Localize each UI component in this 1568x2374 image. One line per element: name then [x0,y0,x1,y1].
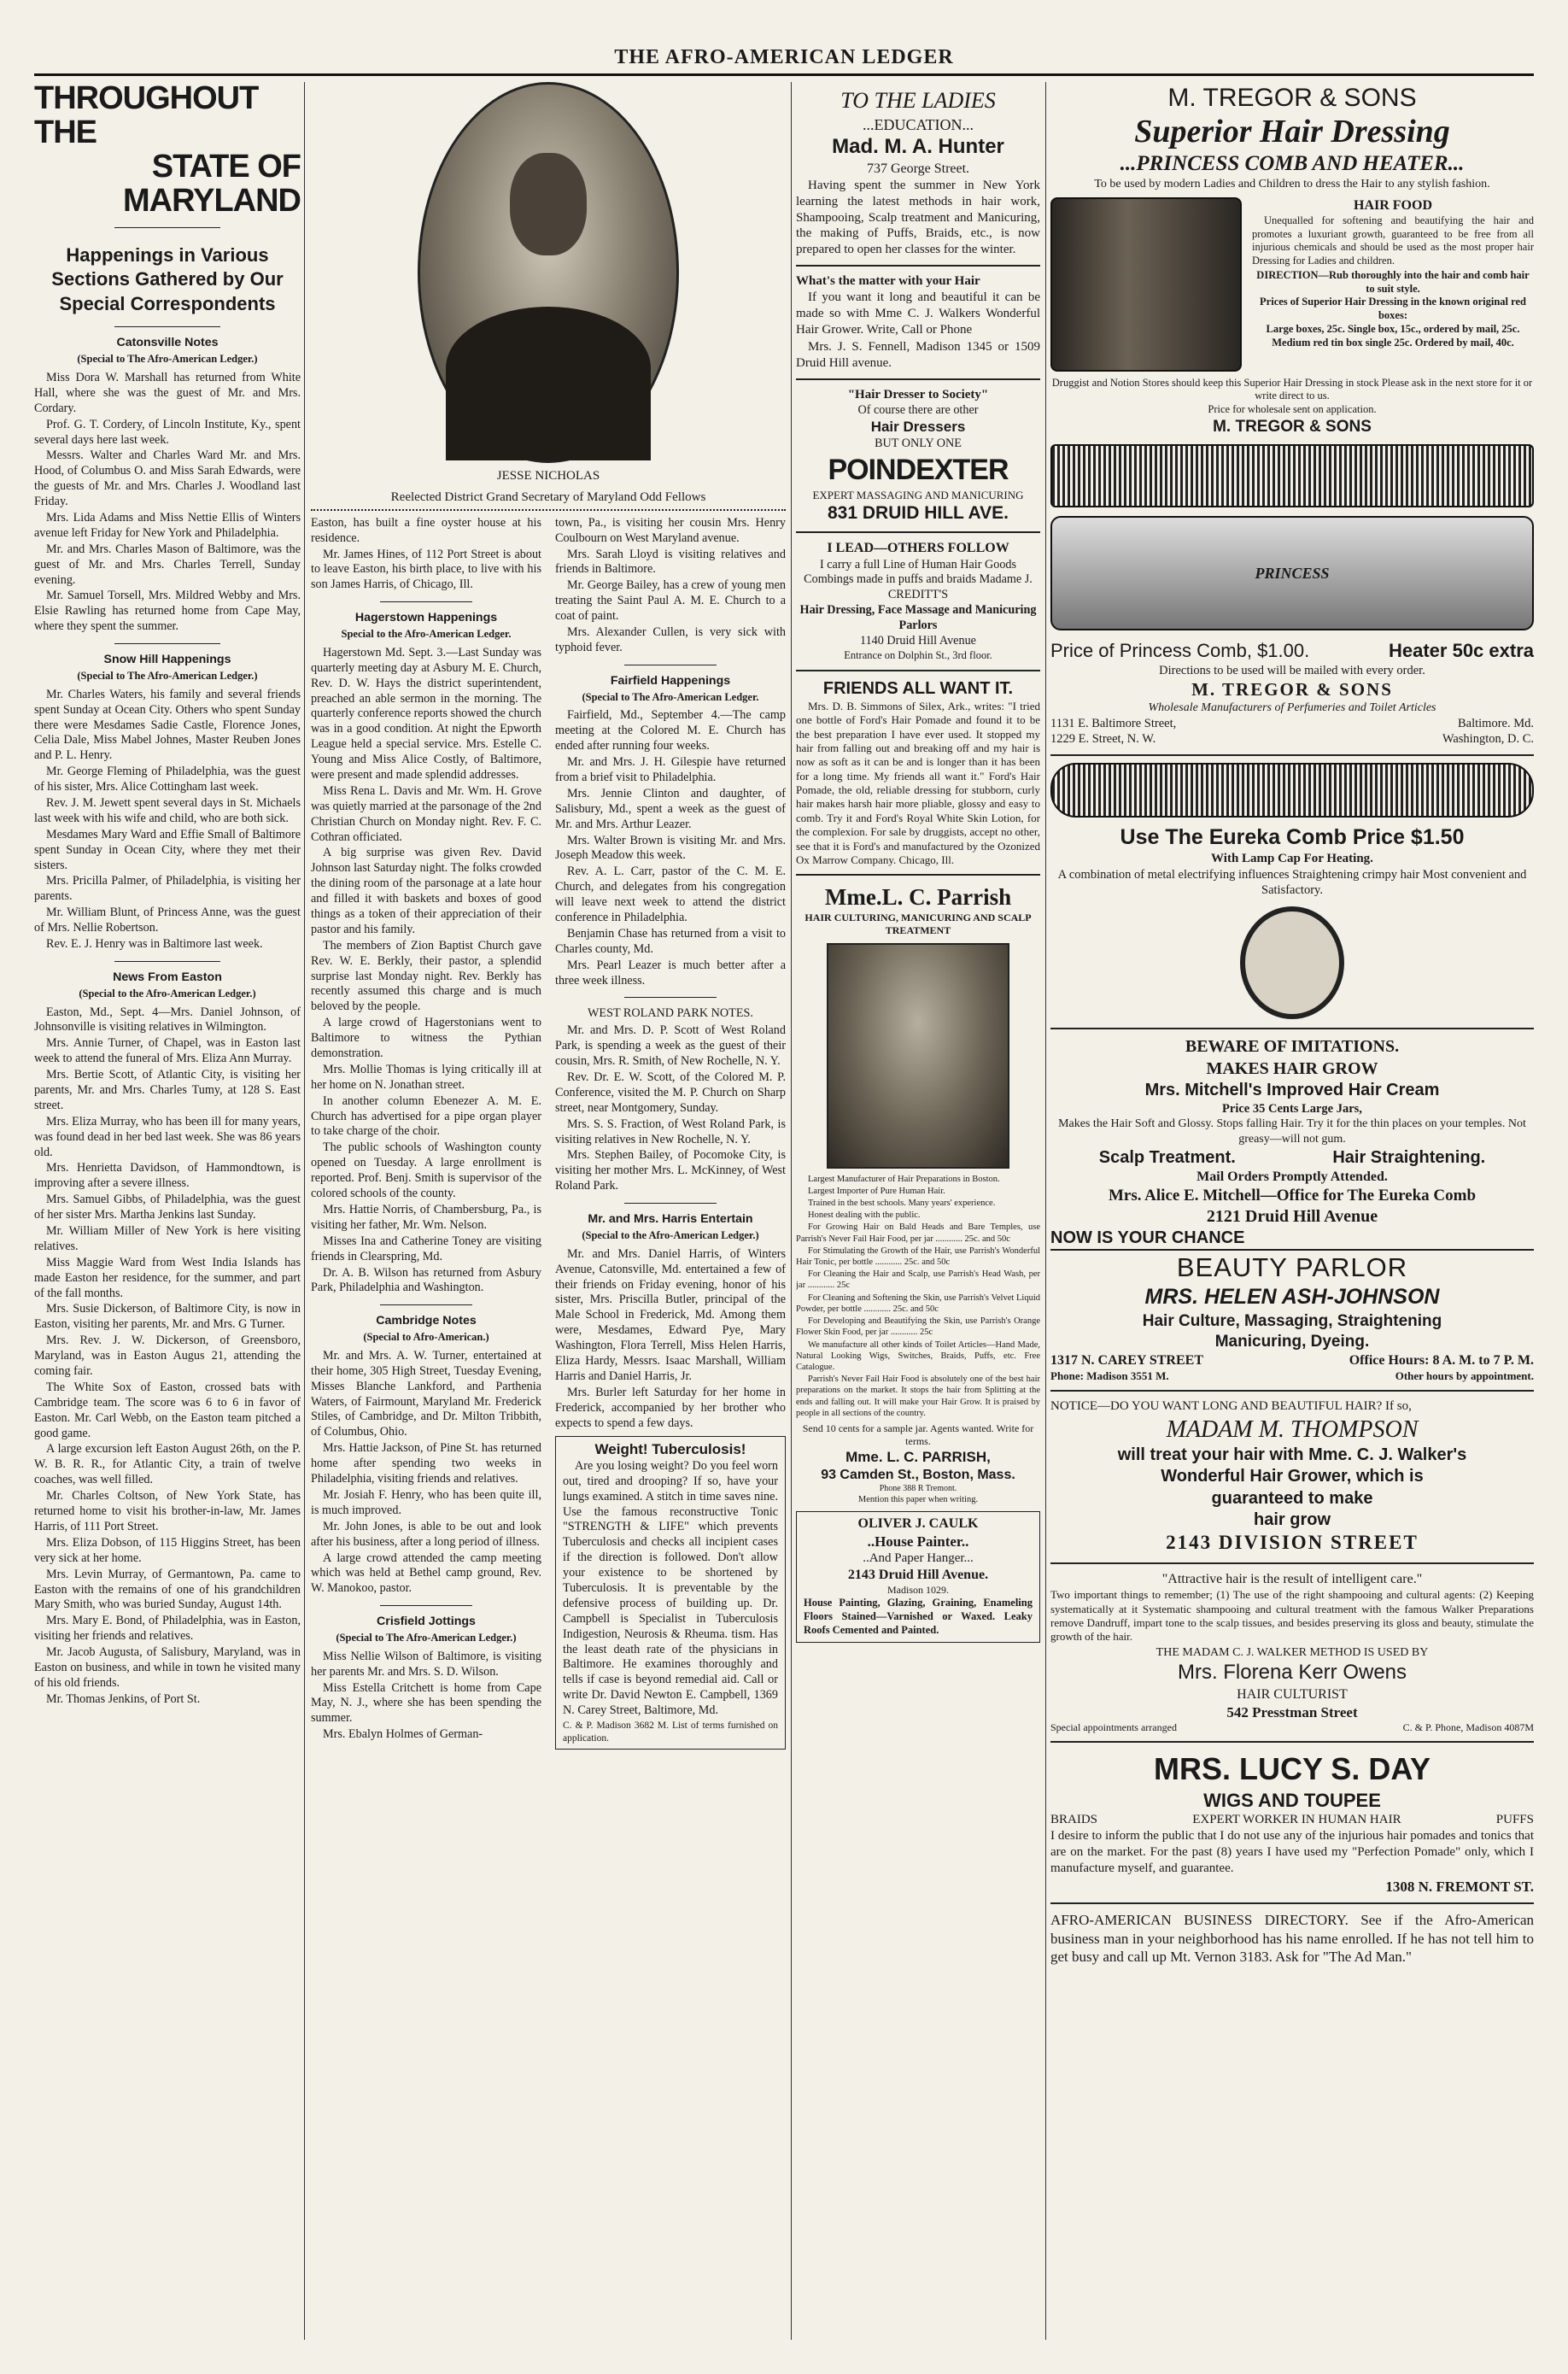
ad-line: Largest Importer of Pure Human Hair. [808,1186,945,1196]
article-paragraph: Mrs. Mollie Thomas is lying critically ill at her home on N. Jonathan street. [311,1062,541,1092]
ad-title: MAKES HAIR GROW [1206,1058,1378,1078]
ad-subtitle: ...EDUCATION... [863,115,974,133]
ad-service: Hair Straightening. [1332,1147,1486,1167]
portrait-jesse-nicholas [418,82,679,463]
eureka-comb-image [1050,763,1534,818]
article-paragraph: Mr. Jacob Augusta, of Salisbury, Maryland, was in Easton on business, and while in town he visited many of his old friends. [34,1645,301,1690]
ad-phone: Phone: Madison 3551 M. [1050,1369,1169,1382]
ad-address: 1140 Druid Hill Avenue [860,633,976,648]
article-paragraph: Mr. and Mrs. Charles Mason of Baltimore, was the guest of Mr. and Mrs. Charles Terrell, Sunday evening. [34,542,301,587]
ad-name: M. TREGOR & SONS [1167,84,1417,112]
ad-line: Other hours by appointment. [1395,1369,1534,1382]
ad-line: hair grow [1253,1509,1331,1529]
column-state-news [34,82,301,2340]
article-paragraph: Mrs. Lida Adams and Miss Nettie Ellis of Winters avenue left Friday for New York and Philadelphia. [34,511,301,540]
ad-address: 1229 E. Street, N. W. [1050,732,1156,747]
article-paragraph: Mrs. Hattie Norris, of Chambersburg, Pa., is visiting her father, Mr. Wm. Nelson. [311,1202,541,1232]
article-paragraph: Mr. and Mrs. A. W. Turner, entertained at their home, 305 High Street, Tuesday Evening, Misses Blanche Lankford, and Parthenia Waters, of Fairmount, Maryland Mr. Frederick Stiles, of Cambridge, and Dr. Milton Tribbith, of Columbus, Ohio. [311,1348,541,1439]
article-paragraph: Rev. Dr. E. W. Scott, of the Colored M. P. Conference, visited the M. P. Church on Sharp street, near Montgomery, Sunday. [555,1070,786,1115]
ad-name: MRS. HELEN ASH-JOHNSON [1144,1285,1440,1310]
ad-ford-pomade [796,678,1040,868]
article-paragraph: Rev. J. M. Jewett spent several days in St. Michaels last week with his wife and child, who are both sick. [34,796,301,825]
ad-address: 93 Camden St., Boston, Mass. [821,1467,1015,1482]
article-paragraph: A large crowd of Hagerstonians went to Baltimore to witness the Pythian demonstration. [311,1016,541,1061]
article-paragraph: Rev. A. L. Carr, pastor of the C. M. E. Church, and delegates from his congregation will leave next week to attend the district conference in Philadelphia. [555,865,786,925]
ad-line: Trained in the best schools. Many years' experience. [808,1198,996,1208]
ad-footer: Entrance on Dolphin St., 3rd floor. [844,648,992,661]
article-paragraph: Miss Estella Critchett is home from Cape May, N. J., where she has been spending the summer. [311,1680,541,1726]
ad-line: Wonderful Hair Grower, which is [1161,1467,1424,1486]
ad-phone: Madison 1029. [887,1584,949,1597]
column-rule [791,82,792,2340]
article-paragraph: Mr. Samuel Torsell, Mrs. Mildred Webby and Mrs. Elsie Rawling has returned home from Cape May, where they spent the summer. [34,589,301,634]
article-paragraph: Mr. William Miller of New York is here visiting relatives. [34,1224,301,1253]
ad-tuberculosis [555,1436,786,1750]
article-paragraph: Mrs. Burler left Saturday for her home in Frederick, accompanied by her brother who expects to spend a few days. [555,1385,786,1430]
article-paragraph: The public schools of Washington county opened on Tuesday. A large enrollment is reported. Prof. Benj. Smith is supervisor of the colored schools of the county. [311,1140,541,1201]
article-paragraph: Mr. Charles Waters, his family and several friends spent Sunday at Ocean City. Others who spent Sunday there were Mesdames Sadie Castle, Florence Jones, Celia Dale, Miss Mabel Johnes, Master Reuben Jones and P. L. Henry. [34,687,301,763]
ad-line: We manufacture all other kinds of Toilet Articles—Hand Made, Natural Looking Wigs, Switches, Braids, Puffs, etc. Free Catalogue. [796,1339,1040,1373]
ad-creditt [796,540,1040,662]
column-ads-1 [796,82,1040,2340]
ad-line: Largest Manufacturer of Hair Preparations in Boston. [808,1174,1000,1184]
column-rule [1045,82,1046,2340]
article-paragraph: Messrs. Walter and Charles Ward Mr. and Mrs. Hood, of Columbus O. and Miss Sarah Edwards, were the guests of Mr. and Mrs. Charles J. Woodland last Friday. [34,448,301,509]
ad-address: 1317 N. CAREY STREET [1050,1352,1203,1368]
article-paragraph: Mrs. Rev. J. W. Dickerson, of Greensboro, Maryland, was in Easton Augus 21, attending the coming fair. [34,1334,301,1379]
ad-address: 1308 N. FREMONT ST. [1385,1878,1534,1895]
article-subheading: (Special to The Afro-American Ledger. [582,690,759,703]
ad-text: Mrs. D. B. Simmons of Silex, Ark., writes: "I tried one bottle of Ford's Hair Pomade and found it to be the best preparation I have ever used. It stopped my hair from falling out and breaking off and my hair is now as soft as it can be and is longer than it has been for a long time. My friends all want it." Ford's Hair Pomade, the old, reliable dressing for stubborn, curly hair makes harsh hair more pliable, glossy and easy to comb. Try it and Ford's Royal White Skin Lotion, for the complexion. For sale by druggists, accept no other, see that it is Ford's and manufactured by the Ozonized Ox Marrow Company. Chicago, Ill. [796,699,1040,866]
ad-text: House Painting, Glazing, Graining, Enameling Floors Stained—Varnished or Waxed. Leaky Roofs Cemented and Painted. [804,1597,1033,1636]
ad-text: Makes the Hair Soft and Glossy. Stops falling Hair. Try it for the thin places on your temples. Not greasy—will not gum. [1058,1117,1526,1146]
article-paragraph: Mrs. Pricilla Palmer, of Philadelphia, is visiting her parents. [34,874,301,904]
ad-price: Large boxes, 25c. Single box, 15c., ordered by mail, 25c. [1266,322,1520,335]
portrait-caption-name: JESSE NICHOLAS [496,469,600,483]
article-heading: News From Easton [113,970,222,984]
article-paragraph: Miss Dora W. Marshall has returned from White Hall, where she was the guest of Mr. and Mrs. Cordary. [34,370,301,415]
article-paragraph: Mrs. Walter Brown is visiting Mr. and Mrs. Joseph Meadow this week. [555,833,786,863]
article-paragraph: Mesdames Mary Ward and Effie Small of Baltimore spent Sunday in Ocean City, where they met their sisters. [34,827,301,872]
article-subheading: (Special to The Afro-American Ledger.) [77,353,258,366]
ad-line: Druggist and Notion Stores should keep this Superior Hair Dressing in stock Please ask in the next store for it or write direct to us. [1051,376,1533,402]
ad-name: MADAM M. THOMPSON [1166,1416,1419,1443]
article-paragraph: Mrs. Annie Turner, of Chapel, was in Easton last week to attend the funeral of Mrs. Eliza Ann Murray. [34,1036,301,1066]
ad-address: 2121 Druid Hill Avenue [1206,1206,1378,1226]
portrait-face [510,153,587,255]
ad-line: Mention this paper when writing. [857,1495,979,1505]
ad-hours: Office Hours: 8 A. M. to 7 P. M. [1349,1352,1534,1368]
article-paragraph: Mrs. Bertie Scott, of Atlantic City, is visiting her parents, Mr. and Mrs. Charles Tumy, at 128 S. East street. [34,1068,301,1112]
ad-name: M. TREGOR & SONS [1213,417,1372,436]
article-heading: Mr. and Mrs. Harris Entertain [588,1212,753,1227]
ad-line: Hair Culture, Massaging, Straightening [1142,1311,1442,1330]
ad-title: Superior Hair Dressing [1134,113,1450,149]
article-paragraph: Mrs. Pearl Leazer is much better after a three week illness. [555,958,786,988]
hair-dressing-tin [1050,197,1242,372]
ad-service: BRAIDS [1050,1813,1098,1827]
article-paragraph: Mrs. Hattie Jackson, of Pine St. has returned home after spending two weeks in Philadelphia, visiting friends and relatives. [311,1441,541,1486]
ad-line: For Stimulating the Growth of the Hair, use Parrish's Wonderful Hair Tonic, per bottle ............ 25c. and 50c [796,1246,1040,1268]
ad-title: BEAUTY PARLOR [1176,1252,1408,1283]
ad-city: Washington, D. C. [1442,732,1534,747]
ad-address: 2143 DIVISION STREET [1166,1532,1419,1554]
ad-address: 1131 E. Baltimore Street, [1050,716,1177,730]
ad-text: I desire to inform the public that I do not use any of the injurious hair pomades and tonics that are on the market. For the past (8) years I have used my "Perfection Pomade" only, which I manufacture myself, and guarantee. [1050,1829,1534,1875]
article-paragraph: Mr. Charles Coltson, of New York State, has returned home to visit his brother-in-law, Mr. James Harris, of 111 Port Street. [34,1489,301,1533]
ad-line: Hair Dressing, Face Massage and Manicuring Parlors [799,603,1037,633]
ad-subtitle: ...PRINCESS COMB AND HEATER... [1120,151,1465,175]
column-2-left [311,516,541,1755]
article-paragraph: Mr. John Jones, is able to be out and look after his business, after a long period of illness. [311,1519,541,1549]
ad-footer: C. & P. Madison 3682 M. List of terms furnished on application. [563,1720,778,1744]
article-paragraph: Mrs. Mary E. Bond, of Philadelphia, was in Easton, visiting her friends and relatives. [34,1614,301,1644]
article-heading: Snow Hill Happenings [103,653,231,667]
ad-title: Use The Eureka Comb Price $1.50 [1120,824,1465,849]
article-paragraph: Mr. William Blunt, of Princess Anne, was the guest of Mrs. Nellie Robertson. [34,906,301,935]
ad-name: Mrs. Florena Kerr Owens [1177,1661,1407,1685]
princess-comb-image [1050,444,1534,507]
article-paragraph: Mr. and Mrs. D. P. Scott of West Roland Park, is spending a week as the guest of their cousin, Mrs. R. Smith, of New Rochelle, N. Y. [555,1023,786,1069]
ad-title: What's the matter with your Hair [796,274,980,289]
heater-label: PRINCESS [1255,564,1330,582]
section-lede: Happenings in Various Sections Gathered by Our Special Correspondents [51,243,284,314]
article-subheading: Special to the Afro-American Ledger. [341,628,512,641]
ad-line: guaranteed to make [1211,1488,1373,1508]
article-paragraph: Miss Maggie Ward from West India Islands has made Easton her residence, for the summer, and part of the fall months. [34,1255,301,1300]
ad-text: Are you losing weight? Do you feel worn out, tired and drooping? If so, have your lungs examined. A stitch in time saves nine. Use the famous reconstructive Tonic "STRENGTH & LIFE" which prevents Tuberculosis and checks all incipient cases if the direction is followed. Don't allow your existence to be shortened by Tuberculosis. It is preventable by the defensive process of building up. Dr. Campbell is Specialist in Tuberculosis Indigestion, Neurosis & Rheuma. tism. Has the least death rate of the physicians in Baltimore. He examines thoroughly and tells if case is beyond remedial aid. Call or write Dr. David Newton E. Campbell, 1369 N. Carey Street, Baltimore, Md. [563,1458,778,1718]
ad-text: Unequalled for softening and beautifying the hair and promotes a luxuriant growth, guaranteed to be free from all injurious chemicals and should be used as the most proper hair Dressing for Ladies and children. [1252,214,1534,267]
ad-address: 831 DRUID HILL AVE. [828,502,1009,523]
article-paragraph: Dr. A. B. Wilson has returned from Asbury Park, Philadelphia and Washington. [311,1265,541,1295]
ad-service: PUFFS [1495,1813,1534,1827]
article-paragraph: Mr. George Fleming of Philadelphia, was the guest of his sister, Mrs. Alice Cottingham last week. [34,765,301,794]
article-paragraph: Mrs. Ebalyn Holmes of German- [323,1727,483,1742]
ad-price: Medium red tin box single 25c. Ordered by mail, 40c. [1272,336,1514,349]
ad-title: FRIENDS ALL WANT IT. [822,678,1014,698]
article-heading: Fairfield Happenings [610,673,731,688]
article-subheading: (Special to the Afro-American Ledger.) [79,987,256,999]
article-paragraph: The members of Zion Baptist Church gave Rev. W. E. Berkly, their pastor, a splendid surprise last Monday night. Rev. Berkly has recently assumed this charge and is much beloved by the people. [311,938,541,1014]
ad-text: Having spent the summer in New York learning the latest methods in hair work, Shampooing, Scalp treatment and Manicuring, the making of Puffs, Braids, etc., is now prepared to open her classes for the winter. [796,178,1040,257]
ad-price: Price of Princess Comb, $1.00. [1050,639,1310,661]
ad-heading: HAIR FOOD [1354,197,1432,213]
ad-line: Hair Dressers [870,419,966,436]
ad-line: BUT ONLY ONE [875,436,962,450]
ad-line: Special appointments arranged [1050,1721,1177,1734]
ad-line: Mrs. Alice E. Mitchell—Office for The Eureka Comb [1108,1186,1477,1205]
ad-address: 737 George Street. [866,161,970,176]
ad-line: Prices of Superior Hair Dressing in the known original red boxes: [1260,296,1526,322]
masthead-title: THE AFRO-AMERICAN LEDGER [614,46,954,68]
ad-phone: Phone 388 R Tremont. [879,1483,957,1493]
ad-line: With Lamp Cap For Heating. [1211,852,1373,865]
column-ads-2 [1050,82,1534,2340]
column-rule [304,82,305,2340]
ad-line: THE MADAM C. J. WALKER METHOD IS USED BY [1156,1645,1429,1659]
ad-phone: C. & P. Phone, Madison 4087M [1402,1721,1534,1734]
ad-line: Manicuring, Dyeing. [1214,1332,1370,1351]
article-paragraph: Hagerstown Md. Sept. 3.—Last Sunday was quarterly meeting day at Asbury M. E. Church, Rev. D. W. Hays the district superintendent, preached an able sermon in the morning. The quarterly conference reports showed the church was in a good condition. At night the Epworth League held a special service. Mrs. Estelle C. Young and Miss Alice Costly, of Baltimore, were present and made splendid addresses. [311,645,541,782]
article-paragraph: Mr. and Mrs. Daniel Harris, of Winters Avenue, Catonsville, Md. entertained a few of their friends on Friday evening, honor of his sister, Mrs. Priscilla Butler, principal of the Male School in Frederick, Md. Among them were, Mesdames, Edward Pye, Mary Washington, Flora Terrell, Miss Helen Harris, Eliza Hardy, Messrs. Isaac Marshall, William Harris and Daniel Harris, Jr. [555,1246,786,1383]
ad-line: For Developing and Beautifying the Skin, use Parrish's Orange Flower Skin Food, per jar ............ 25c [796,1316,1040,1338]
ad-line: For Cleaning and Softening the Skin, use Parrish's Velvet Liquid Powder, per bottle ............ 25c. and 50c [796,1293,1040,1314]
ad-name: POINDEXTER [828,453,1009,486]
article-paragraph: Rev. E. J. Henry was in Baltimore last week. [46,937,263,952]
article-paragraph: Mrs. Sarah Lloyd is visiting relatives and friends in Baltimore. [555,547,786,577]
ad-line: Mail Orders Promptly Attended. [1196,1169,1388,1184]
article-paragraph: Miss Rena L. Davis and Mr. Wm. H. Grove was quietly married at the parsonage of the 2nd Christian Church on Monday night. Rev. F. C. Cothran officiated. [311,783,541,844]
article-paragraph: Mrs. Samuel Gibbs, of Philadelphia, was the guest of her sister Mrs. Martha Jenkins last Sunday. [34,1193,301,1222]
ad-line: ..House Painter.. [867,1533,969,1550]
article-paragraph: Mr. and Mrs. J. H. Gilespie have returned from a brief visit to Philadelphia. [555,755,786,784]
article-paragraph: Mr. George Bailey, has a crew of young men treating the Saint Paul A. M. E. Church to a coat of paint. [555,578,786,624]
ad-address: 2143 Druid Hill Avenue. [847,1568,989,1583]
article-paragraph: Mrs. Susie Dickerson, of Baltimore City, is now in Easton, visiting her parents, Mr. and Mrs. G Turner. [34,1302,301,1332]
article-paragraph: The White Sox of Easton, crossed bats with Cambridge team. The score was 6 to 6 in favor of Easton. Mr. Carl Webb, on the Easton team pitched a good game. [34,1380,301,1440]
ad-text: AFRO-AMERICAN BUSINESS DIRECTORY. See if the Afro-American business man in your neighborhood has his name enrolled. If he has not tell him to get busy and call up Mt. Vernon 3183. Ask for "The Ad Man." [1050,1912,1534,1966]
ad-line: will treat your hair with Mme. C. J. Walker's [1117,1445,1467,1465]
article-paragraph: Easton, has built a fine oyster house at his residence. [311,515,541,545]
article-heading: Catonsville Notes [116,336,219,350]
ad-fennell [796,273,1040,371]
ad-title: "Attractive hair is the result of intelligent care." [1161,1571,1423,1586]
ad-text: A combination of metal electrifying influences Straightening crimpy hair Most convenient and Satisfactory. [1057,867,1527,898]
ad-text: I carry a full Line of Human Hair Goods Combings made in puffs and braids Madame J. CREDITT'S [804,557,1033,602]
section-title-line1: THROUGHOUT THE [34,82,259,150]
ad-line: Honest dealing with the public. [808,1210,921,1221]
ad-text: Two important things to remember; (1) The use of the right shampooing and cultural agents: (2) Keeping systematically at it Systematic shampooing and cultural treatment with the famous Walker Preparations remove Dandruff, impart tone to the scalp tissues, and besides preserving its gloss and beauty, stimulate the growth of the hair. [1050,1588,1534,1644]
ad-name: Mme. L. C. PARRISH, [845,1449,991,1466]
article-paragraph: Easton, Md., Sept. 4—Mrs. Daniel Johnson, of Johnsonville is visiting relatives in Wilmington. [34,1005,301,1035]
article-heading: WEST ROLAND PARK NOTES. [588,1006,753,1021]
article-paragraph: In another column Ebenezer A. M. E. Church has advertised for a pipe organ player to take charge of the choir. [311,1093,541,1139]
article-paragraph: Mrs. Stephen Bailey, of Pocomoke City, is visiting her mother Mrs. L. McKinney, of West Roland Park. [555,1148,786,1193]
ad-line: NOW IS YOUR CHANCE [1050,1228,1534,1251]
ad-line: Wholesale Manufacturers of Perfumeries and Toilet Articles [1148,701,1436,715]
article-paragraph: A large crowd attended the camp meeting which was held at Bethel camp ground, Rev. W. Manokoo, pastor. [311,1550,541,1596]
article-paragraph: A large excursion left Easton August 26th, on the P. W. B. R. R., for Atlantic City, a train of twelve coaches, was well filled. [34,1442,301,1487]
article-subheading: (Special to the Afro-American Ledger.) [582,1229,759,1242]
ad-line: Parrish's Never Fail Hair Food is absolutely one of the best hair preparations on the market. It stops the hair from Splitting at the ends and falling out. It will make your Hair Grow. It is praised by people in all sections of the country. [796,1375,1040,1418]
ad-name: MRS. LUCY S. DAY [1153,1751,1431,1787]
ad-name: OLIVER J. CAULK [857,1515,979,1531]
portrait-caption-title: Reelected District Grand Secretary of Maryland Odd Fellows [390,489,706,504]
article-paragraph: Mr. Josiah F. Henry, who has been quite ill, is much improved. [311,1487,541,1517]
ad-name: Mad. M. A. Hunter [832,135,1004,159]
portrait-suit [446,307,651,460]
ad-service: Scalp Treatment. [1098,1147,1236,1167]
ad-line: Of course there are other [857,402,979,417]
article-heading: Cambridge Notes [376,1314,477,1328]
princess-heater-image [1050,516,1534,630]
ad-parrish [796,882,1040,1505]
ad-title: I LEAD—OTHERS FOLLOW [827,541,1009,556]
ad-title: TO THE LADIES [840,88,996,113]
ad-title: Mrs. Mitchell's Improved Hair Cream [1144,1080,1440,1099]
ad-line: EXPERT MASSAGING AND MANICURING [812,488,1024,501]
column-2-right [555,516,786,1755]
ad-line: DIRECTION—Rub thoroughly into the hair and comb hair to suit style. [1256,268,1530,295]
ad-price: Heater 50c extra [1388,639,1534,661]
ad-line: HAIR CULTURIST [1237,1686,1348,1702]
article-paragraph: Mrs. Jennie Clinton and daughter, of Salisbury, Md., spent a week as the guest of Mr. and Mrs. Arthur Leazer. [555,786,786,831]
article-paragraph: Mrs. Levin Murray, of Germantown, Pa. came to Easton with the remains of one of his grandchildren Mary Smith, who was buried Sunday, August 14th. [34,1567,301,1612]
ad-name: M. TREGOR & SONS [1191,678,1393,700]
article-subheading: (Special to The Afro-American Ledger.) [77,670,258,683]
ad-title: BEWARE OF IMITATIONS. [1185,1037,1400,1057]
ad-footer: Mrs. J. S. Fennell, Madison 1345 or 1509 Druid Hill avenue. [796,339,1040,370]
article-subheading: (Special to Afro-American.) [363,1331,489,1344]
article-heading: Hagerstown Happenings [354,611,498,625]
article-paragraph: Benjamin Chase has returned from a visit to Charles county, Md. [555,926,786,956]
ad-line: For Cleaning the Hair and Scalp, use Parrish's Head Wash, per jar ............ 25c [796,1269,1040,1291]
parrish-photo [827,943,1009,1169]
ad-title: Weight! Tuberculosis! [594,1441,746,1458]
ad-line: Price for wholesale sent on application. [1208,403,1377,416]
ad-line: NOTICE—DO YOU WANT LONG AND BEAUTIFUL HAIR? If so, [1050,1399,1412,1414]
ad-line: Directions to be used will be mailed with every order. [1159,663,1425,677]
article-paragraph: Miss Nellie Wilson of Baltimore, is visiting her parents Mr. and Mrs. S. D. Wilson. [311,1649,541,1679]
article-paragraph: Mrs. Alexander Cullen, is very sick with typhoid fever. [555,625,786,654]
section-title [34,82,301,219]
ad-service: EXPERT WORKER IN HUMAN HAIR [1192,1813,1401,1827]
article-paragraph: Mrs. S. S. Fraction, of West Roland Park, is visiting relatives in New Rochelle, N. Y. [555,1117,786,1146]
eureka-emblem [1240,906,1344,1019]
ad-subtitle: HAIR CULTURING, MANICURING AND SCALP TREATMENT [804,911,1032,937]
ad-title: WIGS AND TOUPEE [1203,1789,1381,1811]
ad-hunter [796,87,1040,258]
article-paragraph: Prof. G. T. Cordery, of Lincoln Institute, Ky., spent several days here last week. [34,417,301,447]
article-subheading: (Special to The Afro-American Ledger.) [336,1632,517,1644]
article-paragraph: Mr. James Hines, of 112 Port Street is about to leave Easton, his birth place, to live with his son James Harris, of Chicago, Ill. [311,547,541,592]
ad-line: ..And Paper Hanger... [863,1551,974,1566]
article-paragraph: Mrs. Eliza Murray, who has been ill for many years, was found dead in her bed last week. She was 86 years old. [34,1114,301,1159]
article-paragraph: Mrs. Henrietta Davidson, of Hammondtown, is improving after a severe illness. [34,1161,301,1191]
column-regional-news [311,82,786,2340]
section-title-line2: STATE OF MARYLAND [122,148,301,219]
ad-city: Baltimore. Md. [1457,716,1534,730]
article-paragraph: A big surprise was given Rev. David Johnson last Saturday night. The folks crowded the dining room of the parsonage at a late hour and filled it with baskets and boxes of good things as a token of their appreciation of their pastor and his family. [311,846,541,936]
article-paragraph: Mr. Thomas Jenkins, of Port St. [46,1691,201,1706]
ad-line: Send 10 cents for a sample jar. Agents wanted. Write for terms. [802,1422,1034,1448]
article-paragraph: Misses Ina and Catherine Toney are visiting friends in Clearspring, Md. [311,1234,541,1263]
ad-address: 542 Presstman Street [1226,1703,1358,1720]
ad-name: Mme.L. C. Parrish [824,884,1012,911]
ad-line: To be used by modern Ladies and Children to dress the Hair to any stylish fashion. [1094,178,1490,191]
article-paragraph: Mrs. Eliza Dobson, of 115 Higgins Street, has been very sick at her home. [34,1535,301,1565]
ad-text: If you want it long and beautiful it can be made so with Mme C. J. Walkers Wonderful Hair Grower. Write, Call or Phone [796,290,1040,337]
ad-line: "Hair Dresser to Society" [847,387,989,402]
ad-poindexter [796,387,1040,525]
ad-line: For Growing Hair on Bald Heads and Bare Temples, use Parrish's Never Fail Hair Food, per jar ............ 25c. and 50c [796,1222,1040,1244]
ad-price: Price 35 Cents Large Jars, [1222,1101,1362,1116]
masthead [34,43,1534,76]
article-paragraph: town, Pa., is visiting her cousin Mrs. Henry Coulbourn on West Maryland avenue. [555,515,786,545]
article-heading: Crisfield Jottings [377,1615,476,1629]
ad-caulk [796,1511,1040,1643]
article-paragraph: Fairfield, Md., September 4.—The camp meeting at the Colored M. E. Church has ended after running four weeks. [555,708,786,753]
